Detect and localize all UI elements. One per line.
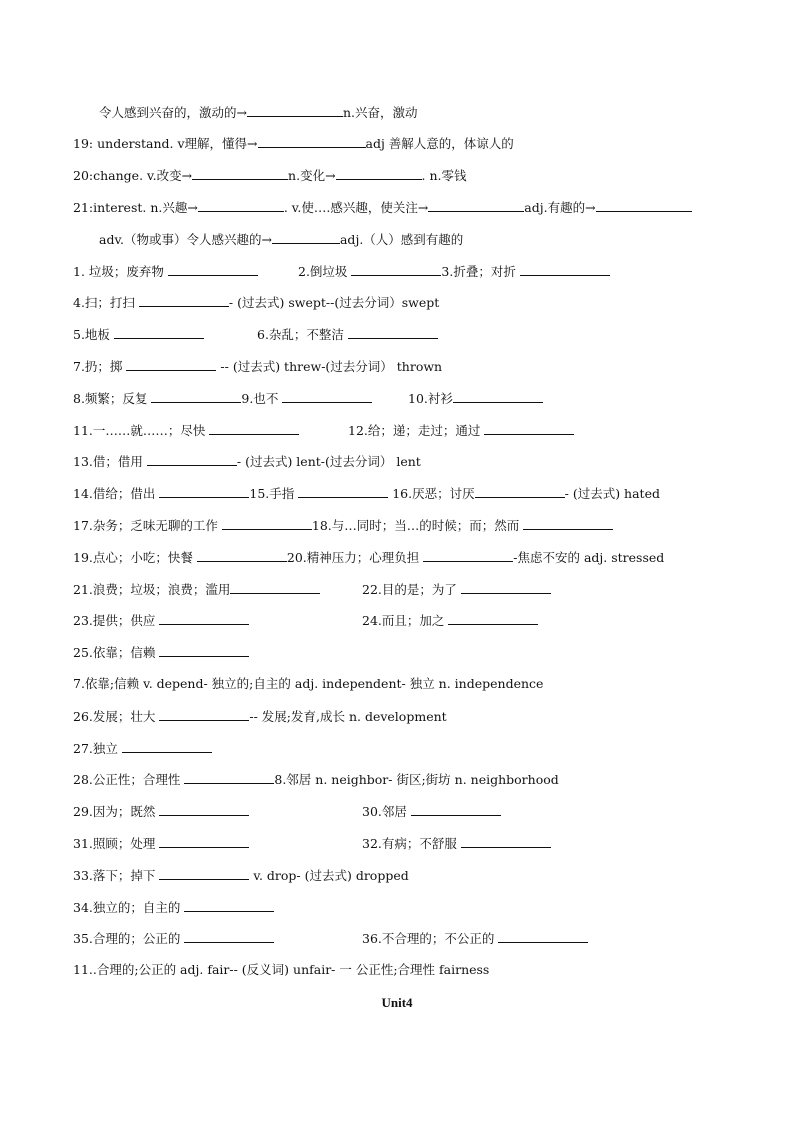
row-text: - (过去式) lent-(过去分词） lent	[236, 454, 421, 469]
row-text: 35.合理的；公正的	[73, 931, 181, 946]
row-text: 8.邻居 n. neighbor- 街区;街坊 n. neighborhood	[274, 772, 559, 787]
answer-blank[interactable]	[348, 326, 438, 339]
answer-blank[interactable]	[159, 485, 249, 498]
row-12	[348, 422, 574, 439]
row-text: . n.零钱	[421, 168, 467, 183]
row-text: 9.也不	[241, 391, 279, 406]
answer-blank[interactable]	[453, 390, 543, 403]
row-text: - (过去式) swept--(过去分词）swept	[228, 295, 440, 310]
answer-blank[interactable]	[282, 390, 372, 403]
answer-blank[interactable]	[159, 803, 249, 816]
answer-blank[interactable]	[258, 135, 366, 148]
row-text: 17.杂务；乏味无聊的工作	[73, 518, 218, 533]
row-33	[73, 867, 409, 884]
row-text: 25.依靠；信赖	[73, 645, 156, 660]
row-text: 令人感到兴奋的，激动的→	[99, 105, 247, 120]
answer-blank[interactable]	[184, 930, 274, 943]
row-text: -焦虑不安的 adj. stressed	[513, 550, 665, 565]
row-5	[73, 326, 204, 343]
answer-blank[interactable]	[192, 167, 288, 180]
answer-blank[interactable]	[126, 358, 216, 371]
row-text: adj 善解人意的，体谅人的	[365, 136, 514, 151]
row-21	[73, 581, 320, 598]
row-text: 26.发展；壮大	[73, 709, 156, 724]
row-text: 29.因为；既然	[73, 804, 156, 819]
row-change	[73, 167, 467, 184]
row-text: 19: understand. v理解，懂得→	[73, 136, 258, 151]
answer-blank[interactable]	[159, 612, 249, 625]
answer-blank[interactable]	[498, 930, 588, 943]
answer-blank[interactable]	[411, 803, 501, 816]
row-35	[73, 930, 274, 947]
row-text: 7.扔；掷	[73, 359, 123, 374]
answer-blank[interactable]	[151, 390, 241, 403]
row-text: 32.有病；不舒服	[362, 836, 457, 851]
row-30	[362, 803, 501, 820]
answer-blank[interactable]	[159, 644, 249, 657]
row-34	[73, 899, 274, 916]
row-text: 8.频繁；反复	[73, 391, 148, 406]
row-text: 20.精神压力；心理负担	[286, 550, 420, 565]
answer-blank[interactable]	[272, 231, 340, 244]
answer-blank[interactable]	[159, 867, 249, 880]
row-text: 23.提供；供应	[73, 613, 156, 628]
row-understand	[73, 135, 514, 152]
answer-blank[interactable]	[461, 581, 551, 594]
row-23	[73, 612, 249, 629]
row-text: 33.落下；掉下	[73, 868, 156, 883]
row-text: 21:interest. n.兴趣→	[73, 200, 198, 215]
row-text: 5.地板	[73, 327, 110, 342]
answer-blank[interactable]	[484, 422, 574, 435]
row-text: 3.折叠；对折	[441, 264, 516, 279]
row-7	[73, 358, 442, 375]
row-fair	[73, 962, 489, 978]
row-text: 6.杂乱；不整洁	[257, 327, 344, 342]
row-text: 34.独立的；自主的	[73, 900, 181, 915]
row-text: 31.照顾；处理	[73, 836, 156, 851]
row-14-16	[73, 485, 660, 502]
answer-blank[interactable]	[198, 199, 284, 212]
row-text: v. drop- (过去式) dropped	[253, 868, 409, 883]
answer-blank[interactable]	[159, 708, 249, 721]
answer-blank[interactable]	[247, 104, 343, 117]
row-excitement	[99, 104, 418, 121]
answer-blank[interactable]	[159, 835, 249, 848]
row-text: - (过去式) hated	[564, 486, 660, 501]
row-interest	[73, 199, 692, 216]
row-22	[362, 581, 551, 598]
row-text: 18.与…同时；当…的时候；而；然而	[311, 518, 520, 533]
row-text: 24.而且；加之	[362, 613, 445, 628]
row-32	[362, 835, 551, 852]
answer-blank[interactable]	[461, 835, 551, 848]
row-1-3	[73, 263, 258, 280]
row-text: 11..合理的;公正的 adj. fair-- (反义词) unfair- 一 公正性;合理性 fairness	[73, 962, 490, 977]
answer-blank[interactable]	[184, 771, 274, 784]
row-4	[73, 294, 439, 311]
row-text: 12.给；递；走过；通过	[348, 423, 481, 438]
row-text: 22.目的是；为了	[362, 582, 457, 597]
row-depend	[73, 676, 543, 692]
unit-title: Unit4	[381, 995, 413, 1010]
answer-blank[interactable]	[448, 612, 538, 625]
row-1-3b	[298, 263, 610, 280]
row-interesting	[99, 231, 463, 248]
row-text: 15.手指	[249, 486, 295, 501]
row-text: 28.公正性；合理性	[73, 772, 181, 787]
row-28	[73, 771, 559, 788]
answer-blank[interactable]	[139, 294, 229, 307]
row-text: 16.厌恶；讨厌	[392, 486, 475, 501]
row-36	[362, 930, 588, 947]
answer-blank[interactable]	[428, 199, 524, 212]
answer-blank[interactable]	[475, 485, 565, 498]
row-27	[73, 740, 212, 757]
answer-blank[interactable]	[596, 199, 692, 212]
answer-blank[interactable]	[520, 263, 610, 276]
row-text: 30.邻居	[362, 804, 407, 819]
row-8-10	[73, 390, 372, 407]
row-26	[73, 708, 447, 725]
row-text: 7.依靠;信赖 v. depend- 独立的;自主的 adj. independent- 独立 n. independence	[73, 676, 544, 691]
row-text: adj.有趣的→	[524, 200, 596, 215]
row-13	[73, 453, 421, 470]
row-text: n.变化→	[288, 168, 336, 183]
answer-blank[interactable]	[230, 581, 320, 594]
row-text: 2.倒垃圾	[298, 264, 348, 279]
row-text: 11.一……就……；尽快	[73, 423, 206, 438]
row-text: 10.衬衫	[408, 391, 453, 406]
row-10	[408, 390, 543, 407]
row-24	[362, 612, 538, 629]
row-text: 36.不合理的；不公正的	[362, 931, 495, 946]
row-19-20	[73, 549, 664, 566]
answer-blank[interactable]	[351, 263, 441, 276]
answer-blank[interactable]	[523, 517, 613, 530]
answer-blank[interactable]	[168, 263, 258, 276]
answer-blank[interactable]	[336, 167, 422, 180]
row-text: -- 发展;发育,成长 n. development	[249, 709, 447, 724]
row-11	[73, 422, 299, 439]
answer-blank[interactable]	[184, 899, 274, 912]
row-6	[257, 326, 438, 343]
row-text: n.兴奋，激动	[342, 105, 418, 120]
row-31	[73, 835, 249, 852]
row-text: 19.点心；小吃；快餐	[73, 550, 193, 565]
row-text: . v.使….感兴趣，使关注→	[283, 200, 429, 215]
row-text: 20:change. v.改变→	[73, 168, 193, 183]
answer-blank[interactable]	[423, 549, 513, 562]
row-29	[73, 803, 249, 820]
row-text: 14.借给；借出	[73, 486, 156, 501]
answer-blank[interactable]	[298, 485, 388, 498]
row-text: 1. 垃圾；废弃物	[73, 264, 164, 279]
answer-blank[interactable]	[147, 453, 237, 466]
row-text: 13.借；借用	[73, 454, 143, 469]
answer-blank[interactable]	[122, 740, 212, 753]
row-text: 27.独立	[73, 741, 118, 756]
row-17-18	[73, 517, 613, 534]
row-text: adj.（人）感到有趣的	[339, 232, 464, 247]
row-25	[73, 644, 249, 661]
answer-blank[interactable]	[114, 326, 204, 339]
answer-blank[interactable]	[222, 517, 312, 530]
answer-blank[interactable]	[209, 422, 299, 435]
row-text: 21.浪费；垃圾；浪费；滥用	[73, 582, 231, 597]
answer-blank[interactable]	[197, 549, 287, 562]
row-text: adv.（物或事）令人感兴趣的→	[99, 232, 272, 247]
row-text: -- (过去式) threw-(过去分词） thrown	[220, 359, 443, 374]
row-text: 4.扫；打扫	[73, 295, 135, 310]
